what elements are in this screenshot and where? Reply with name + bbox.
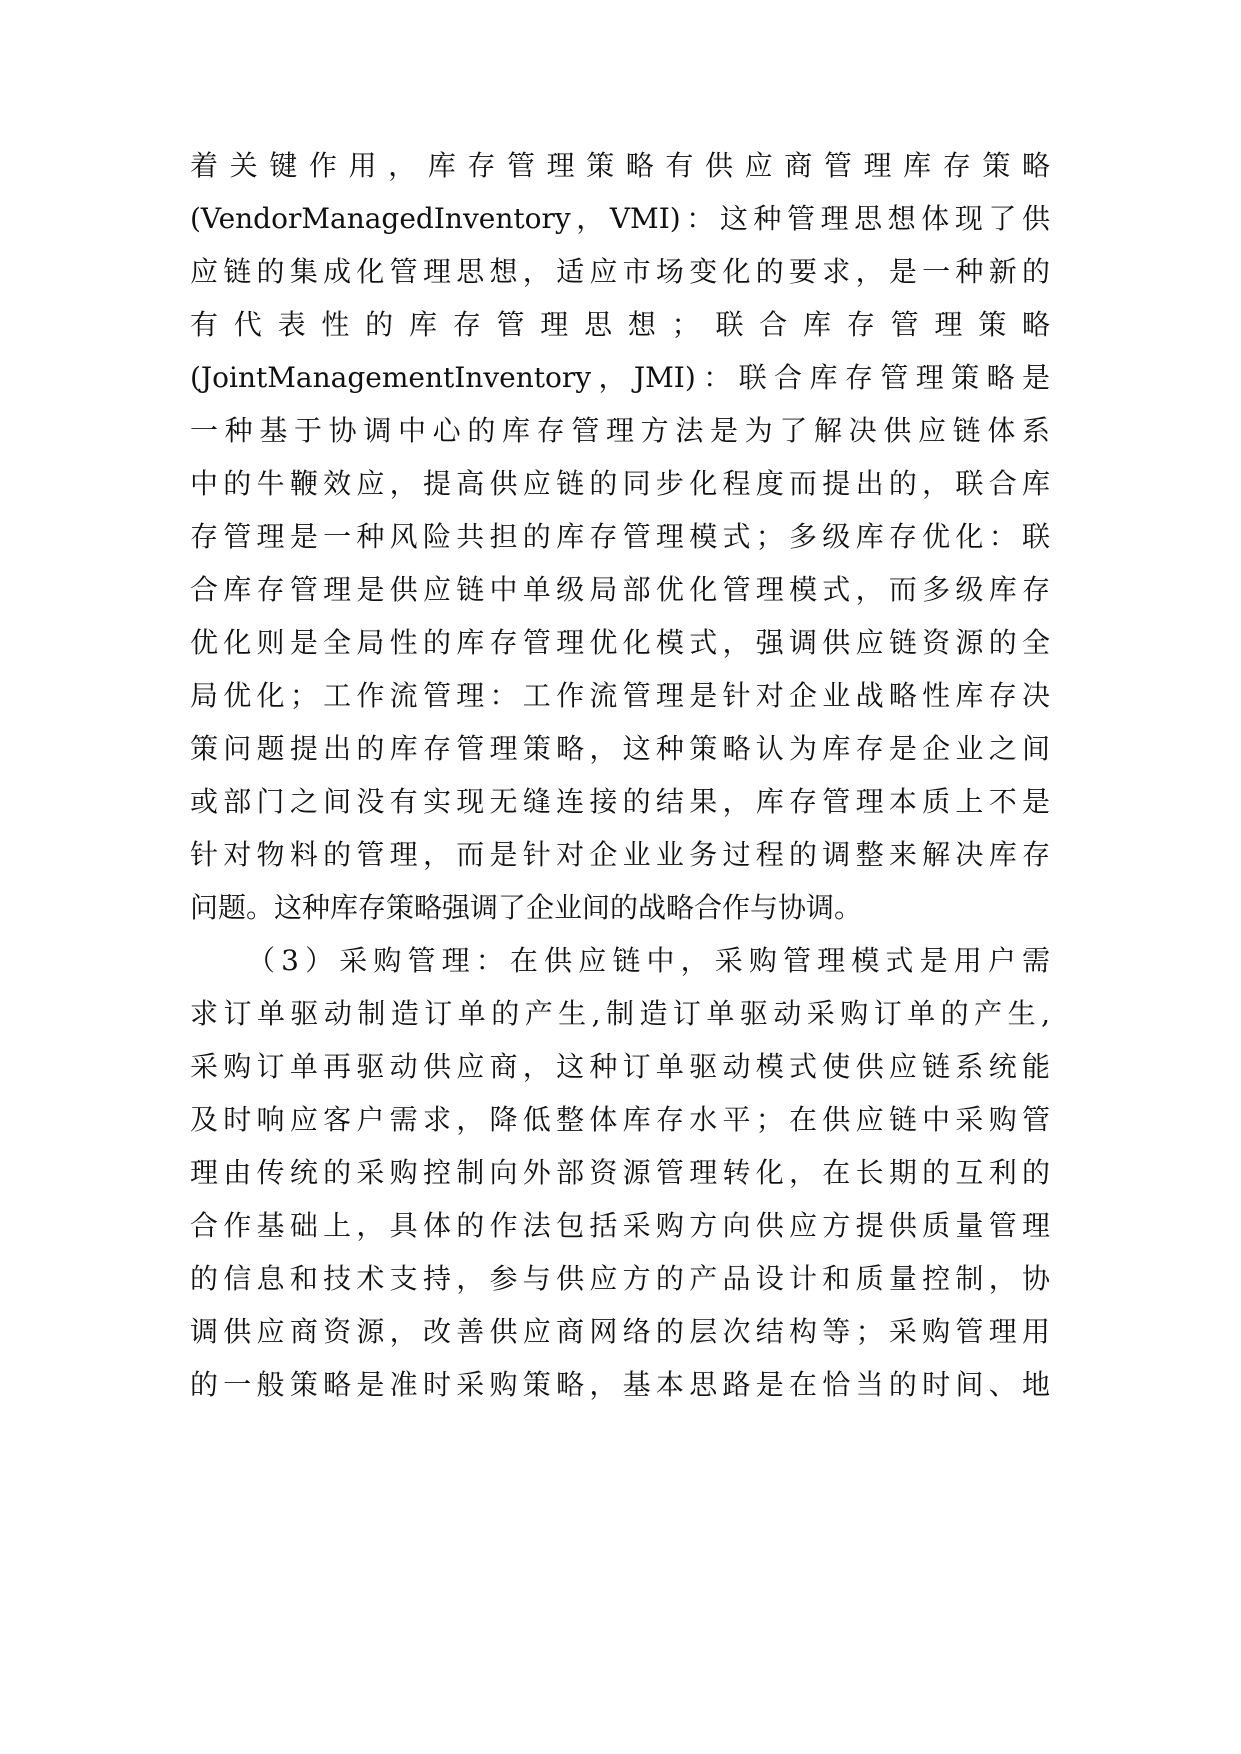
- text-line: 中的牛鞭效应，提高供应链的同步化程度而提出的，联合库: [190, 467, 1050, 500]
- text-line: 着关键作用，库存管理策略有供应商管理库存策略: [190, 149, 1050, 182]
- text-line: 策问题提出的库存管理策略，这种策略认为库存是企业之间: [190, 732, 1050, 765]
- text-line: 求订单驱动制造订单的产生,制造订单驱动采购订单的产生,: [190, 997, 1050, 1030]
- text-line: 及时响应客户需求，降低整体库存水平；在供应链中采购管: [190, 1103, 1050, 1136]
- text-line: (VendorManagedInventory，VMI)：这种管理思想体现了供: [190, 202, 1050, 235]
- text-line: 存管理是一种风险共担的库存管理模式；多级库存优化：联: [190, 520, 1050, 553]
- text-line: 有代表性的库存管理思想；联合库存管理策略: [190, 308, 1050, 341]
- text-line: 针对物料的管理，而是针对企业业务过程的调整来解决库存: [190, 838, 1050, 871]
- text-line: 合作基础上，具体的作法包括采购方向供应方提供质量管理: [190, 1209, 1050, 1242]
- text-line: 问题。这种库存策略强调了企业间的战略合作与协调。: [190, 891, 863, 924]
- text-line: 局优化；工作流管理：工作流管理是针对企业战略性库存决: [190, 679, 1050, 712]
- text-line: 调供应商资源，改善供应商网络的层次结构等；采购管理用: [190, 1315, 1050, 1348]
- text-line: 的一般策略是准时采购策略，基本思路是在恰当的时间、地: [190, 1368, 1050, 1401]
- text-line: 优化则是全局性的库存管理优化模式，强调供应链资源的全: [190, 626, 1050, 659]
- text-line: 合库存管理是供应链中单级局部优化管理模式，而多级库存: [190, 573, 1050, 606]
- text-line: 采购订单再驱动供应商，这种订单驱动模式使供应链系统能: [190, 1050, 1050, 1083]
- text-line: 一种基于协调中心的库存管理方法是为了解决供应链体系: [190, 414, 1050, 447]
- text-line: 应链的集成化管理思想，适应市场变化的要求，是一种新的: [190, 255, 1050, 288]
- text-line: 的信息和技术支持，参与供应方的产品设计和质量控制，协: [190, 1262, 1050, 1295]
- text-line: (JointManagementInventory，JMI)：联合库存管理策略是: [190, 361, 1050, 394]
- paragraph-first-line: （3）采购管理：在供应链中，采购管理模式是用户需: [247, 944, 1050, 977]
- text-line: 或部门之间没有实现无缝连接的结果，库存管理本质上不是: [190, 785, 1050, 818]
- text-line: 理由传统的采购控制向外部资源管理转化，在长期的互利的: [190, 1156, 1050, 1189]
